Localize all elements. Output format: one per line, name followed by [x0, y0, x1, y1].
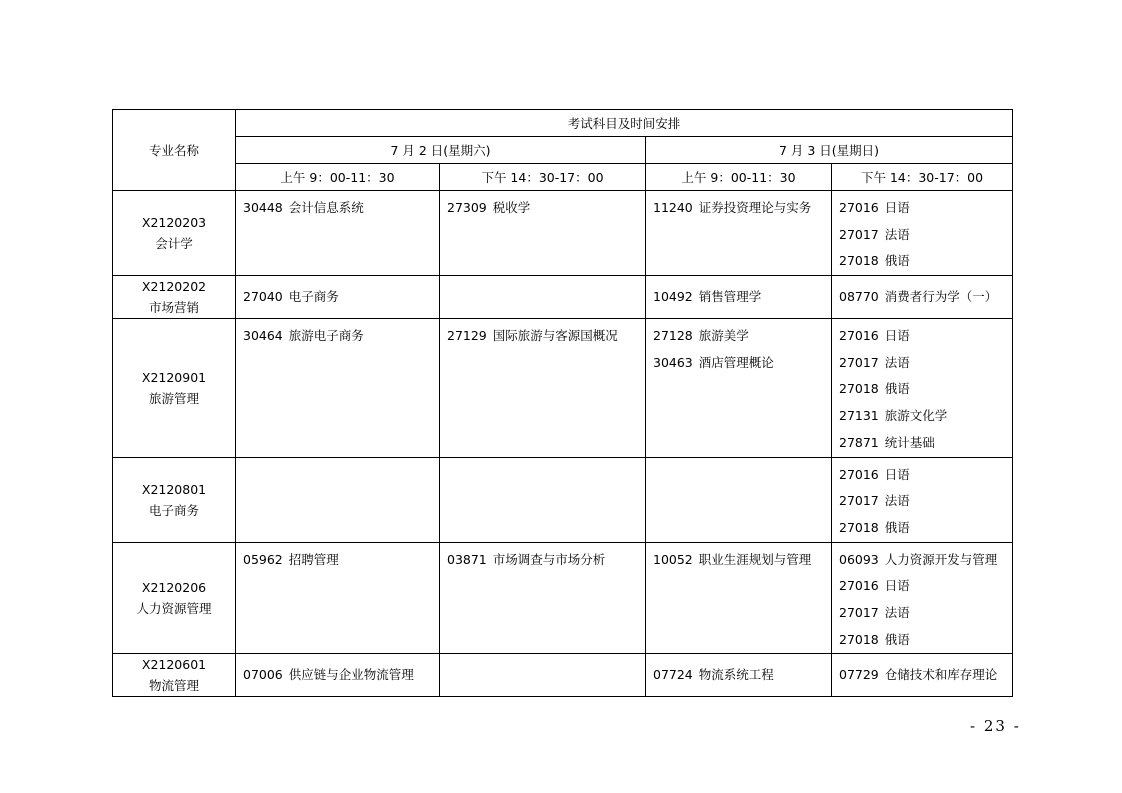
- course-cell: [440, 542, 646, 654]
- course-cell: [832, 542, 1013, 654]
- course-name: 电子商务: [288, 288, 339, 304]
- course-entry: [243, 547, 439, 574]
- course-code: 27017: [839, 354, 879, 370]
- course-name: 日语: [884, 200, 910, 215]
- day-header: 7 月 3 日(星期日): [646, 137, 1013, 164]
- course-cell: [236, 191, 440, 276]
- course-entry: [839, 284, 1012, 311]
- course-entry: [839, 222, 1012, 249]
- course-entry: [839, 376, 1012, 403]
- major-cell: [113, 654, 236, 697]
- course-cell: [440, 276, 646, 319]
- course-cell: [646, 457, 832, 542]
- day-header: 7 月 2 日(星期六): [236, 137, 646, 164]
- course-name: 消费者行为学（一）: [884, 288, 998, 304]
- table-row: [113, 191, 1013, 276]
- course-cell: [236, 319, 440, 457]
- course-name: 俄语: [884, 253, 910, 269]
- course-entry: [447, 547, 645, 574]
- course-cell: [832, 457, 1013, 542]
- schedule-header: 考试科目及时间安排: [236, 110, 1013, 137]
- course-entry: [839, 323, 1012, 350]
- course-code: 05962: [243, 551, 283, 567]
- course-entry: [653, 547, 831, 574]
- course-entry: [839, 350, 1012, 377]
- course-entry: [243, 284, 439, 311]
- course-name: 统计基础: [884, 434, 935, 450]
- course-cell: [236, 654, 440, 697]
- course-code: 27018: [839, 519, 879, 535]
- course-cell: [646, 319, 832, 457]
- major-name: 市场营销: [148, 300, 199, 316]
- course-name: 旅游电子商务: [288, 328, 364, 344]
- major-column-header: 专业名称: [113, 110, 236, 191]
- course-entry: [653, 323, 831, 350]
- course-code: 27018: [839, 631, 879, 647]
- course-name: 法语: [884, 226, 910, 242]
- course-code: 27016: [839, 328, 879, 344]
- session-header: 下午 14：30-17：00: [440, 164, 646, 191]
- table-row: [113, 457, 1013, 542]
- course-cell: [236, 457, 440, 542]
- major-name: 会计学: [155, 236, 193, 252]
- major-cell: [113, 276, 236, 319]
- exam-schedule-table: [112, 109, 1013, 697]
- course-code: 27131: [839, 408, 879, 424]
- course-cell: [832, 191, 1013, 276]
- course-name: 销售管理学: [698, 288, 762, 304]
- course-name: 俄语: [884, 381, 910, 397]
- course-code: 10492: [653, 288, 693, 304]
- major-name: 物流管理: [148, 678, 199, 694]
- course-code: 07729: [839, 666, 879, 682]
- course-entry: [839, 547, 1012, 574]
- course-cell: [440, 319, 646, 457]
- course-name: 旅游美学: [698, 328, 749, 344]
- course-entry: [653, 284, 831, 311]
- course-entry: [839, 195, 1012, 222]
- course-entry: [839, 662, 1012, 689]
- course-cell: [832, 654, 1013, 697]
- course-code: 10052: [653, 551, 693, 567]
- major-name: 人力资源管理: [136, 600, 212, 616]
- major-cell: [113, 191, 236, 276]
- course-code: 27018: [839, 253, 879, 269]
- course-code: 07006: [243, 666, 283, 682]
- course-entry: [653, 195, 831, 222]
- course-entry: [447, 323, 645, 350]
- course-cell: [440, 457, 646, 542]
- course-code: 03871: [447, 551, 487, 567]
- major-name: 电子商务: [148, 502, 199, 518]
- course-entry: [839, 600, 1012, 627]
- course-code: 27040: [243, 288, 283, 304]
- course-code: 30463: [653, 354, 693, 370]
- course-name: 法语: [884, 604, 910, 620]
- course-code: 08770: [839, 288, 879, 304]
- major-cell: [113, 457, 236, 542]
- course-name: 酒店管理概论: [698, 354, 774, 370]
- course-code: 30464: [243, 328, 283, 344]
- course-entry: [243, 195, 439, 222]
- course-entry: [839, 627, 1012, 654]
- course-code: 30448: [243, 200, 283, 215]
- course-entry: [653, 662, 831, 689]
- major-code: X2120206: [141, 579, 207, 595]
- major-code: X2120203: [141, 215, 207, 231]
- session-header: 上午 9：00-11：30: [646, 164, 832, 191]
- course-entry: [839, 403, 1012, 430]
- course-name: 市场调查与市场分析: [492, 551, 606, 567]
- course-code: 27017: [839, 226, 879, 242]
- major-code: X2120601: [141, 657, 207, 673]
- course-name: 日语: [884, 466, 910, 482]
- course-code: 07724: [653, 666, 693, 682]
- course-name: 会计信息系统: [288, 200, 364, 215]
- course-code: 27017: [839, 604, 879, 620]
- course-name: 仓储技术和库存理论: [884, 666, 998, 682]
- course-name: 物流系统工程: [698, 666, 774, 682]
- table-row: [113, 542, 1013, 654]
- course-code: 27128: [653, 328, 693, 344]
- course-name: 证券投资理论与实务: [698, 200, 812, 215]
- course-entry: [243, 323, 439, 350]
- course-cell: [646, 542, 832, 654]
- major-code: X2120801: [141, 481, 207, 497]
- course-entry: [243, 662, 439, 689]
- course-cell: [440, 191, 646, 276]
- course-code: 11240: [653, 200, 693, 215]
- course-name: 职业生涯规划与管理: [698, 551, 812, 567]
- course-entry: [839, 573, 1012, 600]
- course-cell: [236, 542, 440, 654]
- course-name: 国际旅游与客源国概况: [492, 328, 618, 344]
- major-code: X2120202: [141, 279, 207, 295]
- course-cell: [832, 276, 1013, 319]
- table-row: [113, 319, 1013, 457]
- table-body: [113, 191, 1013, 697]
- session-header: 下午 14：30-17：00: [832, 164, 1013, 191]
- table-row: [113, 276, 1013, 319]
- course-name: 俄语: [884, 631, 910, 647]
- course-entry: [839, 462, 1012, 489]
- table-row: [113, 654, 1013, 697]
- course-name: 法语: [884, 354, 910, 370]
- course-name: 人力资源开发与管理: [884, 551, 998, 567]
- course-cell: [832, 319, 1013, 457]
- course-code: 27309: [447, 200, 487, 215]
- course-code: 27018: [839, 381, 879, 397]
- course-code: 27016: [839, 578, 879, 594]
- course-entry: [839, 488, 1012, 515]
- course-code: 27017: [839, 493, 879, 509]
- course-code: 27016: [839, 466, 879, 482]
- course-name: 日语: [884, 328, 910, 344]
- major-code: X2120901: [141, 369, 207, 385]
- major-cell: [113, 542, 236, 654]
- course-entry: [839, 430, 1012, 457]
- course-entry: [839, 248, 1012, 275]
- course-cell: [646, 276, 832, 319]
- course-name: 招聘管理: [288, 551, 339, 567]
- major-name: 旅游管理: [148, 390, 199, 406]
- course-name: 旅游文化学: [884, 408, 948, 424]
- course-cell: [236, 276, 440, 319]
- course-entry: [447, 195, 645, 222]
- course-cell: [646, 654, 832, 697]
- course-code: 06093: [839, 551, 879, 567]
- course-name: 俄语: [884, 519, 910, 535]
- course-name: 税收学: [492, 200, 531, 215]
- session-header: 上午 9：00-11：30: [236, 164, 440, 191]
- course-name: 日语: [884, 578, 910, 594]
- course-name: 供应链与企业物流管理: [288, 666, 414, 682]
- course-cell: [440, 654, 646, 697]
- course-code: 27871: [839, 434, 879, 450]
- course-code: 27129: [447, 328, 487, 344]
- major-cell: [113, 319, 236, 457]
- course-name: 法语: [884, 493, 910, 509]
- course-entry: [839, 515, 1012, 542]
- course-cell: [646, 191, 832, 276]
- course-code: 27016: [839, 200, 879, 215]
- course-entry: [653, 350, 831, 377]
- page-number: - 23 -: [970, 717, 1021, 735]
